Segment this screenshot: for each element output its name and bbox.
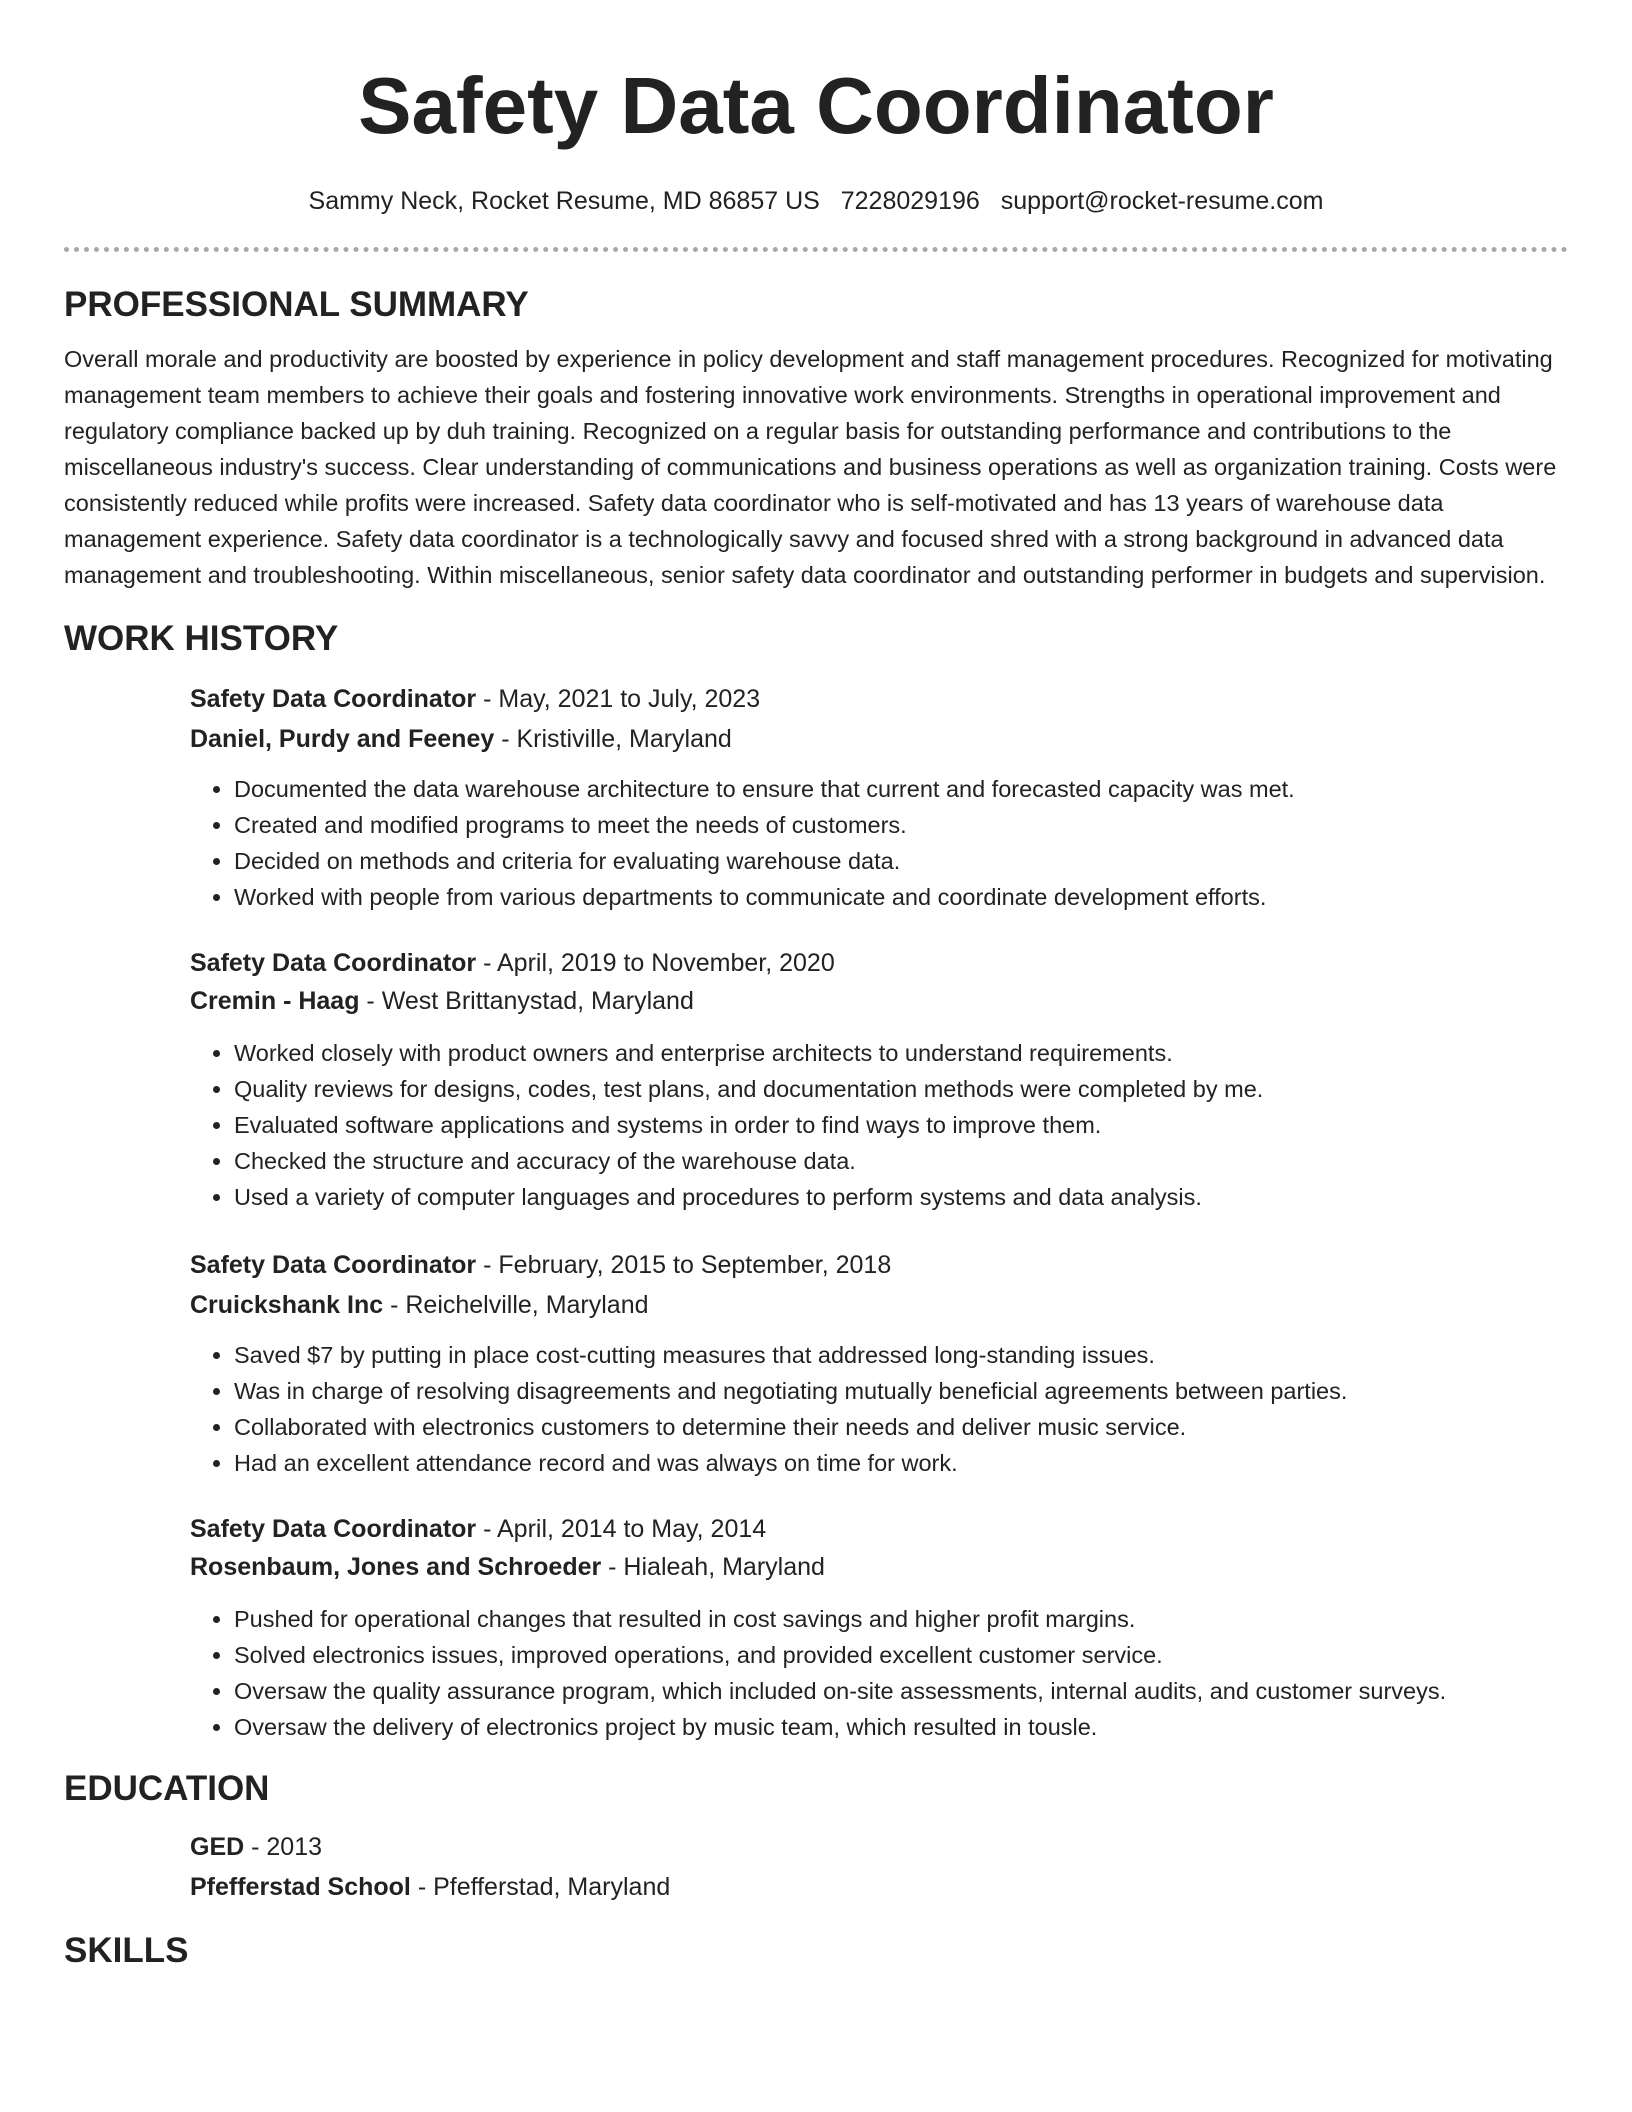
education-entry — [190, 1829, 1568, 1905]
job-bullet: • Used a variety of computer languages and procedures to perform systems and data analysis. — [234, 1179, 1568, 1215]
job-title-line — [190, 1511, 1568, 1547]
section-title-work: WORK HISTORY — [64, 619, 339, 658]
job-entry — [190, 945, 1568, 1215]
job-location: - West Brittanystad, Maryland — [359, 987, 694, 1015]
contact-address: Sammy Neck, Rocket Resume, MD 86857 US — [308, 187, 820, 215]
education-degree-line — [190, 1829, 1568, 1865]
job-bullet: • Evaluated software applications and systems in order to find ways to improve them. — [234, 1107, 1568, 1143]
job-company: Cruickshank Inc — [190, 1291, 384, 1319]
header-divider — [64, 247, 1568, 252]
job-role: Safety Data Coordinator — [190, 685, 477, 713]
job-company: Rosenbaum, Jones and Schroeder — [190, 1553, 602, 1581]
job-company: Daniel, Purdy and Feeney — [190, 725, 495, 753]
job-bullet: • Documented the data warehouse architecture to ensure that current and forecasted capacity was met. — [234, 771, 1568, 807]
work-history-list — [190, 681, 1568, 1745]
section-title-skills: SKILLS — [64, 1931, 189, 1970]
job-role: Safety Data Coordinator — [190, 949, 477, 977]
job-bullet: • Collaborated with electronics customers to determine their needs and deliver music service. — [234, 1409, 1568, 1445]
job-bullets — [190, 771, 1568, 915]
job-location: - Hialeah, Maryland — [601, 1553, 825, 1581]
job-dates: - February, 2015 to September, 2018 — [476, 1251, 892, 1279]
job-bullet: • Worked with people from various departments to communicate and coordinate development efforts. — [234, 879, 1568, 915]
job-bullet: • Decided on methods and criteria for evaluating warehouse data. — [234, 843, 1568, 879]
job-dates: - April, 2019 to November, 2020 — [476, 949, 835, 977]
job-dates: - April, 2014 to May, 2014 — [476, 1515, 767, 1543]
job-bullet: • Pushed for operational changes that resulted in cost savings and higher profit margins. — [234, 1601, 1568, 1637]
job-entry — [190, 1511, 1568, 1745]
job-location: - Reichelville, Maryland — [383, 1291, 649, 1319]
education-degree: GED — [190, 1833, 245, 1861]
job-title-line — [190, 1247, 1568, 1283]
section-title-education: EDUCATION — [64, 1769, 270, 1808]
job-bullet: • Created and modified programs to meet the needs of customers. — [234, 807, 1568, 843]
job-company: Cremin - Haag — [190, 987, 360, 1015]
job-company-line — [190, 1549, 1568, 1585]
job-company-line — [190, 721, 1568, 757]
job-bullet: • Saved $7 by putting in place cost-cutting measures that addressed long-standing issues. — [234, 1337, 1568, 1373]
job-role: Safety Data Coordinator — [190, 1251, 477, 1279]
job-company-line — [190, 1287, 1568, 1323]
job-bullets — [190, 1337, 1568, 1481]
job-bullet: • Oversaw the quality assurance program, which included on-site assessments, internal audits, and customer surveys. — [234, 1673, 1568, 1709]
job-title-line — [190, 945, 1568, 981]
resume-name-title: Safety Data Coordinator — [358, 61, 1274, 150]
summary-text: Overall morale and productivity are boosted by experience in policy development and staff management procedures. Recognized for motivating management team members to achieve their goals and fostering innovative work environments. Strengths in operational improvement and regulatory compliance backed up by duh training. Recognized on a regular basis for outstanding performance and contributions to the miscellaneous industry's success. Clear understanding of communications and business operations as well as organization training. Costs were consistently reduced while profits were increased. Safety data coordinator who is self-motivated and has 13 years of warehouse data management experience. Safety data coordinator is a technologically savvy and focused shred with a strong background in advanced data management and troubleshooting. Within miscellaneous, senior safety data coordinator and outstanding performer in budgets and supervision. — [64, 346, 1557, 588]
job-dates: - May, 2021 to July, 2023 — [476, 685, 761, 713]
job-bullet: • Quality reviews for designs, codes, test plans, and documentation methods were completed by me. — [234, 1071, 1568, 1107]
job-bullet: • Worked closely with product owners and enterprise architects to understand requirements. — [234, 1035, 1568, 1071]
job-bullets — [190, 1035, 1568, 1215]
job-entry — [190, 1247, 1568, 1481]
contact-phone: 7228029196 — [840, 187, 980, 215]
education-year: - 2013 — [244, 1833, 323, 1861]
education-location: - Pfefferstad, Maryland — [410, 1873, 671, 1901]
resume-page — [64, 0, 1568, 1973]
job-bullet: • Checked the structure and accuracy of the warehouse data. — [234, 1143, 1568, 1179]
contact-email: support@rocket-resume.com — [1000, 187, 1324, 215]
contact-line — [64, 184, 1568, 218]
section-title-summary: PROFESSIONAL SUMMARY — [64, 285, 529, 324]
job-bullet: • Had an excellent attendance record and was always on time for work. — [234, 1445, 1568, 1481]
education-school-line — [190, 1869, 1568, 1905]
job-bullet: • Was in charge of resolving disagreements and negotiating mutually beneficial agreements between parties. — [234, 1373, 1568, 1409]
job-bullets — [190, 1601, 1568, 1745]
education-school: Pfefferstad School — [190, 1873, 411, 1901]
job-role: Safety Data Coordinator — [190, 1515, 477, 1543]
job-location: - Kristiville, Maryland — [494, 725, 732, 753]
job-company-line — [190, 983, 1568, 1019]
job-entry — [190, 681, 1568, 915]
job-title-line — [190, 681, 1568, 717]
job-bullet: • Oversaw the delivery of electronics project by music team, which resulted in tousle. — [234, 1709, 1568, 1745]
job-bullet: • Solved electronics issues, improved operations, and provided excellent customer service. — [234, 1637, 1568, 1673]
